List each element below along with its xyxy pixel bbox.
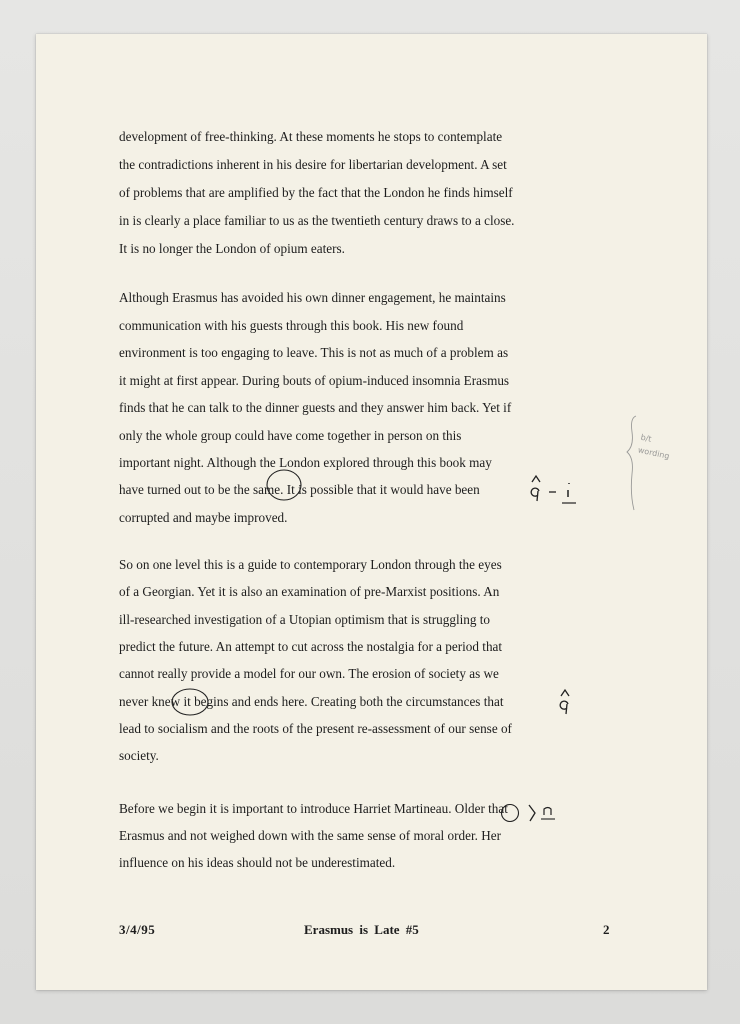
page-number: 2 [603, 922, 610, 937]
text-line: of problems that are amplified by the fact that the London he finds himself [119, 185, 513, 200]
margin-correction-mark [526, 801, 566, 827]
footer-title: Erasmus is Late #5 [304, 922, 419, 937]
text-line: development of free-thinking. At these moments he stops to contemplate [119, 129, 503, 144]
pencil-bracket-mark [624, 414, 644, 514]
margin-correction-mark [556, 688, 576, 718]
proofread-circle-mark [264, 467, 304, 503]
text-line: important night. Although the London explored through this book may [119, 455, 492, 470]
text-line: finds that he can talk to the dinner guests and they answer him back. Yet if [119, 400, 512, 415]
text-line: Before we begin it is important to introduce Harriet Martineau. Older that [119, 801, 508, 816]
text-line: environment is too engaging to leave. This is not as much of a problem as [119, 345, 509, 360]
text-line: never knew it begins and ends here. Creating both the circumstances that [119, 694, 504, 709]
pencil-margin-note: b/t wording [637, 432, 671, 461]
text-line: cannot really provide a model for our own. The erosion of society as we [119, 666, 499, 681]
text-line: have turned out to be the same. It is possible that it would have been [119, 482, 480, 497]
text-line: So on one level this is a guide to contemporary London through the eyes [119, 557, 502, 572]
text-line: it might at first appear. During bouts of opium-induced insomnia Erasmus [119, 373, 510, 388]
proofread-circle-mark [170, 686, 210, 718]
footer-date: 3/4/95 [119, 922, 156, 937]
text-line: corrupted and maybe improved. [119, 510, 288, 525]
text-line: Although Erasmus has avoided his own dinner engagement, he maintains [119, 290, 506, 305]
text-line: communication with his guests through this book. His new found [119, 318, 464, 333]
text-line: ill-researched investigation of a Utopian optimism that is struggling to [119, 612, 491, 627]
text-line: predict the future. An attempt to cut across the nostalgia for a period that [119, 639, 503, 654]
text-line: society. [119, 748, 159, 763]
text-line: only the whole group could have come together in person on this [119, 428, 462, 443]
text-line: It is no longer the London of opium eaters. [119, 241, 345, 256]
document-page [36, 34, 707, 990]
text-line: of a Georgian. Yet it is also an examination of pre-Marxist positions. An [119, 584, 500, 599]
text-line: lead to socialism and the roots of the present re-assessment of our sense of [119, 721, 512, 736]
text-line: the contradictions inherent in his desire for libertarian development. A set [119, 157, 507, 172]
proofread-circle-mark [499, 802, 521, 824]
text-line: in is clearly a place familiar to us as the twentieth century draws to a close. [119, 213, 515, 228]
margin-correction-mark [522, 472, 582, 508]
text-line: influence on his ideas should not be underestimated. [119, 855, 396, 870]
text-line: Erasmus and not weighed down with the same sense of moral order. Her [119, 828, 501, 843]
